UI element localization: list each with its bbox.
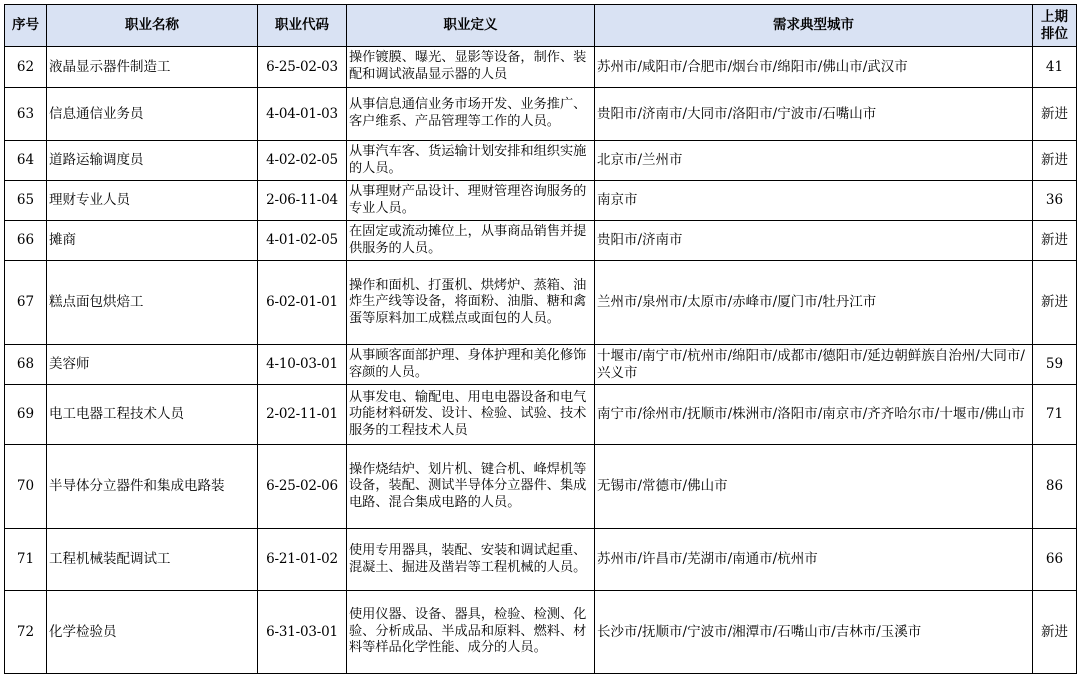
- cell-index: 65: [5, 181, 47, 221]
- cell-previous-rank: 新进: [1033, 221, 1077, 261]
- cell-typical-cities: 兰州市/泉州市/太原市/赤峰市/厦门市/牡丹江市: [595, 261, 1033, 345]
- cell-occupation-name: 理财专业人员: [47, 181, 258, 221]
- cell-occupation-definition: 使用专用器具，装配、安装和调试起重、混凝土、掘进及凿岩等工程机械的人员。: [347, 529, 595, 591]
- cell-occupation-name: 工程机械装配调试工: [47, 529, 258, 591]
- cell-index: 70: [5, 445, 47, 529]
- cell-index: 69: [5, 385, 47, 445]
- table-row: [5, 88, 1077, 141]
- cell-occupation-name: 摊商: [47, 221, 258, 261]
- table-row: [5, 345, 1077, 385]
- cell-occupation-code: 4-02-02-05: [258, 141, 347, 181]
- header-definition: 职业定义: [347, 5, 595, 47]
- cell-occupation-code: 6-02-01-01: [258, 261, 347, 345]
- table-body: [5, 47, 1077, 674]
- header-index: 序号: [5, 5, 47, 47]
- cell-occupation-name: 液晶显示器件制造工: [47, 47, 258, 88]
- cell-previous-rank: 新进: [1033, 141, 1077, 181]
- cell-index: 63: [5, 88, 47, 141]
- cell-typical-cities: 苏州市/咸阳市/合肥市/烟台市/绵阳市/佛山市/武汉市: [595, 47, 1033, 88]
- cell-index: 67: [5, 261, 47, 345]
- cell-previous-rank: 36: [1033, 181, 1077, 221]
- cell-occupation-name: 道路运输调度员: [47, 141, 258, 181]
- cell-occupation-code: 2-02-11-01: [258, 385, 347, 445]
- cell-occupation-definition: 使用仪器、设备、器具，检验、检测、化验、分析成品、半成品和原料、燃料、材料等样品化学性能、成分的人员。: [347, 591, 595, 674]
- cell-occupation-code: 4-01-02-05: [258, 221, 347, 261]
- table-row: [5, 385, 1077, 445]
- cell-previous-rank: 新进: [1033, 261, 1077, 345]
- cell-typical-cities: 南宁市/徐州市/抚顺市/株洲市/洛阳市/南京市/齐齐哈尔市/十堰市/佛山市: [595, 385, 1033, 445]
- table-row: [5, 591, 1077, 674]
- cell-typical-cities: 贵阳市/济南市: [595, 221, 1033, 261]
- cell-occupation-name: 美容师: [47, 345, 258, 385]
- cell-occupation-code: 4-04-01-03: [258, 88, 347, 141]
- cell-occupation-definition: 从事发电、输配电、用电电器设备和电气功能材料研发、设计、检验、试验、技术服务的工程技术人员: [347, 385, 595, 445]
- cell-index: 68: [5, 345, 47, 385]
- cell-typical-cities: 北京市/兰州市: [595, 141, 1033, 181]
- cell-previous-rank: 新进: [1033, 88, 1077, 141]
- table-row: [5, 181, 1077, 221]
- cell-typical-cities: 贵阳市/济南市/大同市/洛阳市/宁波市/石嘴山市: [595, 88, 1033, 141]
- header-code: 职业代码: [258, 5, 347, 47]
- table-row: [5, 47, 1077, 88]
- table-row: [5, 445, 1077, 529]
- cell-occupation-name: 电工电器工程技术人员: [47, 385, 258, 445]
- cell-occupation-definition: 从事信息通信业务市场开发、业务推广、客户维系、产品管理等工作的人员。: [347, 88, 595, 141]
- cell-typical-cities: 长沙市/抚顺市/宁波市/湘潭市/石嘴山市/吉林市/玉溪市: [595, 591, 1033, 674]
- cell-occupation-definition: 操作和面机、打蛋机、烘烤炉、蒸箱、油炸生产线等设备，将面粉、油脂、糖和禽蛋等原料加工成糕点或面包的人员。: [347, 261, 595, 345]
- header-prev-rank: 上期排位: [1033, 5, 1077, 47]
- cell-occupation-definition: 操作烧结炉、划片机、键合机、峰焊机等设备，装配、测试半导体分立器件、集成电路、混合集成电路的人员。: [347, 445, 595, 529]
- table-row: [5, 221, 1077, 261]
- cell-previous-rank: 新进: [1033, 591, 1077, 674]
- cell-occupation-code: 6-21-01-02: [258, 529, 347, 591]
- cell-occupation-definition: 从事顾客面部护理、身体护理和美化修饰容颜的人员。: [347, 345, 595, 385]
- cell-occupation-name: 信息通信业务员: [47, 88, 258, 141]
- cell-index: 66: [5, 221, 47, 261]
- cell-previous-rank: 86: [1033, 445, 1077, 529]
- cell-index: 72: [5, 591, 47, 674]
- cell-typical-cities: 苏州市/许昌市/芜湖市/南通市/杭州市: [595, 529, 1033, 591]
- cell-previous-rank: 71: [1033, 385, 1077, 445]
- cell-typical-cities: 南京市: [595, 181, 1033, 221]
- cell-typical-cities: 十堰市/南宁市/杭州市/绵阳市/成都市/德阳市/延边朝鲜族自治州/大同市/兴义市: [595, 345, 1033, 385]
- table-row: [5, 529, 1077, 591]
- header-cities: 需求典型城市: [595, 5, 1033, 47]
- cell-previous-rank: 41: [1033, 47, 1077, 88]
- header-row: [5, 5, 1077, 47]
- cell-previous-rank: 59: [1033, 345, 1077, 385]
- cell-occupation-code: 2-06-11-04: [258, 181, 347, 221]
- cell-occupation-name: 化学检验员: [47, 591, 258, 674]
- cell-occupation-code: 6-25-02-06: [258, 445, 347, 529]
- cell-occupation-definition: 从事理财产品设计、理财管理咨询服务的专业人员。: [347, 181, 595, 221]
- cell-typical-cities: 无锡市/常德市/佛山市: [595, 445, 1033, 529]
- cell-previous-rank: 66: [1033, 529, 1077, 591]
- cell-occupation-code: 6-31-03-01: [258, 591, 347, 674]
- table-row: [5, 261, 1077, 345]
- cell-occupation-name: 糕点面包烘焙工: [47, 261, 258, 345]
- cell-occupation-definition: 操作镀膜、曝光、显影等设备，制作、装配和调试液晶显示器的人员: [347, 47, 595, 88]
- table-row: [5, 141, 1077, 181]
- cell-occupation-code: 6-25-02-03: [258, 47, 347, 88]
- header-name: 职业名称: [47, 5, 258, 47]
- cell-index: 62: [5, 47, 47, 88]
- cell-occupation-code: 4-10-03-01: [258, 345, 347, 385]
- cell-occupation-name: 半导体分立器件和集成电路装: [47, 445, 258, 529]
- cell-index: 64: [5, 141, 47, 181]
- cell-occupation-definition: 在固定或流动摊位上，从事商品销售并提供服务的人员。: [347, 221, 595, 261]
- cell-index: 71: [5, 529, 47, 591]
- occupation-table: [4, 4, 1077, 674]
- cell-occupation-definition: 从事汽车客、货运输计划安排和组织实施的人员。: [347, 141, 595, 181]
